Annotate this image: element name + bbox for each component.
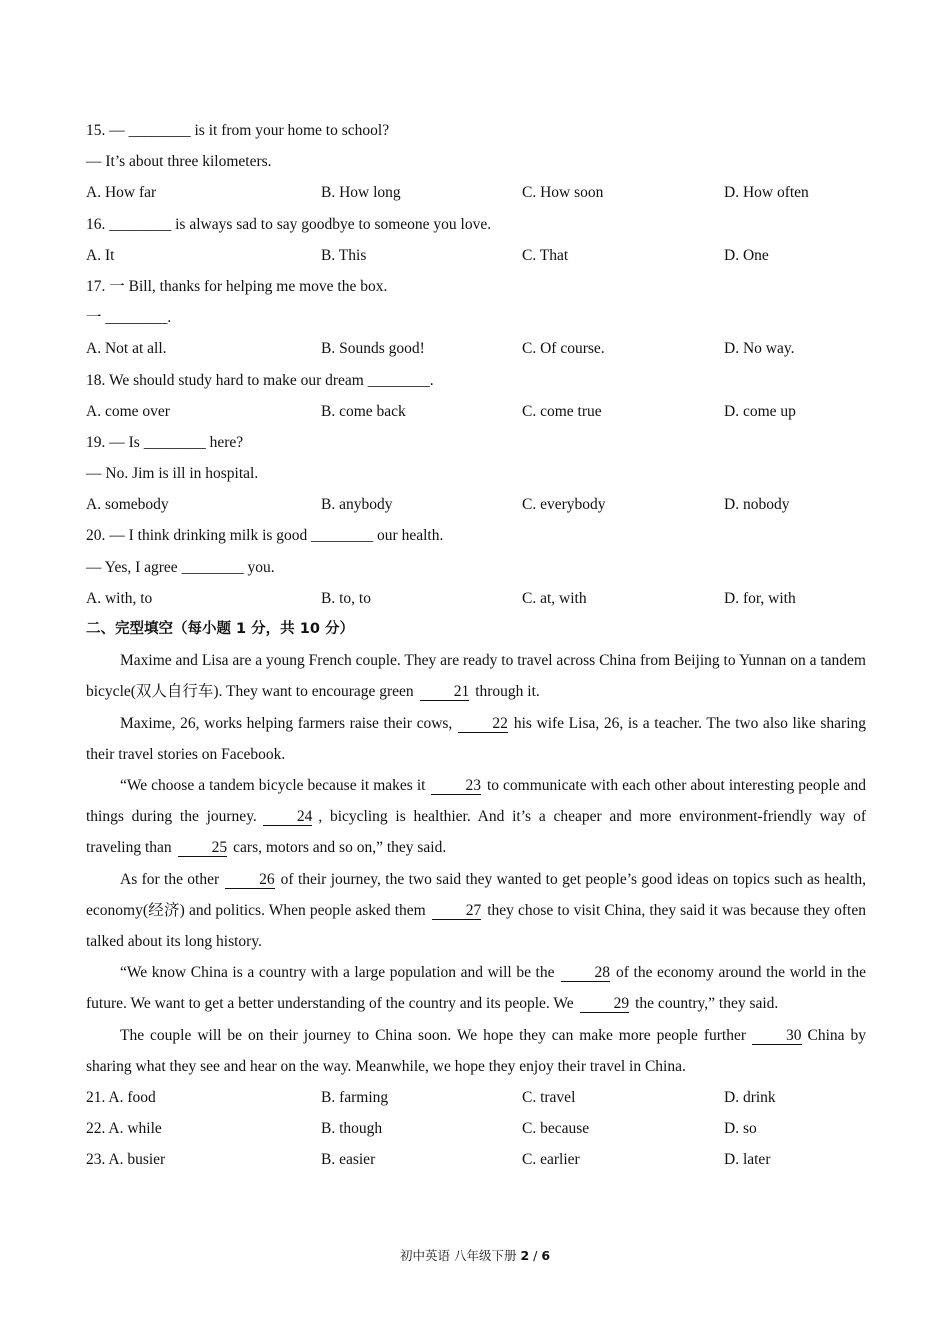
option-a: 22. A. while [86, 1120, 162, 1138]
blank-30: 30 [752, 1027, 802, 1045]
option-d: D. for, with [724, 589, 796, 607]
question-20-reply: — Yes, I agree ________ you. [86, 558, 275, 576]
blank-25: 25 [178, 839, 228, 857]
question-21-options [86, 1082, 866, 1113]
question-22-options [86, 1113, 866, 1144]
option-a: A. come over [86, 402, 170, 420]
option-a: A. with, to [86, 589, 153, 607]
blank-28: 28 [561, 964, 611, 982]
passage-paragraph: The couple will be on their journey to China soon. We hope they can make more people further 30 China by sharing what they see and hear on the way. Meanwhile, we hope they enjoy their travel in China. [86, 1026, 867, 1075]
question-23-options [86, 1144, 866, 1175]
passage-paragraph: “We choose a tandem bicycle because it makes it 23 to communicate with each other about interesting people and things during the journey. 24 , bicycling is healthier. And it’s a cheaper and more environment-friendly way of traveling than 25 cars, motors and so on,” they said. [86, 777, 866, 857]
option-c: C. How soon [522, 184, 604, 202]
option-c: C. That [522, 246, 569, 264]
footer-page-total: 6 [541, 1248, 551, 1263]
question-19-reply: — No. Jim is ill in hospital. [86, 465, 259, 483]
option-d: D. nobody [724, 496, 790, 514]
blank-26: 26 [225, 871, 275, 889]
option-b: B. come back [321, 402, 406, 420]
option-d: D. One [724, 246, 769, 264]
question-16-options [86, 240, 866, 271]
question-20-stem: 20. — I think drinking milk is good ________ our health. [86, 527, 444, 545]
option-c: C. come true [522, 402, 602, 420]
question-17-options [86, 333, 866, 364]
question-17-stem: 17. 一 Bill, thanks for helping me move the box. [86, 277, 388, 295]
passage-paragraph: “We know China is a country with a large population and will be the 28 of the economy around the world in the future. We want to get a better understanding of the country and its people. We 29 the country,” they said. [86, 964, 867, 1013]
option-b: B. Sounds good! [321, 340, 425, 358]
question-18-options [86, 396, 866, 427]
question-17-reply: 一 ________. [86, 309, 172, 327]
footer-page-number: 2 [520, 1248, 530, 1263]
option-b: B. though [321, 1120, 383, 1138]
option-a: 21. A. food [86, 1089, 156, 1107]
blank-29: 29 [580, 995, 630, 1013]
page-footer [0, 1246, 950, 1264]
footer-separator: / [529, 1248, 542, 1263]
passage-paragraph: Maxime and Lisa are a young French couple. They are ready to travel across China from Beijing to Yunnan on a tandem bicycle(双人自行车). They want to encourage green 21 through it. [86, 652, 866, 701]
question-15-reply: — It’s about three kilometers. [86, 153, 272, 171]
question-15-options [86, 177, 866, 208]
option-b: B. easier [321, 1151, 376, 1169]
option-d: D. later [724, 1151, 771, 1169]
blank-27: 27 [432, 902, 482, 920]
exam-page [86, 115, 866, 1176]
option-c: C. Of course. [522, 340, 605, 358]
option-a: A. It [86, 246, 115, 264]
question-20-options [86, 583, 866, 614]
option-d: D. so [724, 1120, 757, 1138]
option-d: D. How often [724, 184, 809, 202]
question-15-stem: 15. — ________ is it from your home to school? [86, 122, 390, 139]
section-heading: 二、完型填空（每小题 1 分，共 10 分） [86, 621, 354, 637]
option-a: A. How far [86, 184, 157, 202]
option-b: B. anybody [321, 496, 393, 514]
option-c: C. because [522, 1120, 590, 1138]
blank-24: 24 [263, 808, 313, 826]
option-b: B. to, to [321, 589, 371, 607]
option-d: D. come up [724, 402, 796, 420]
option-b: B. How long [321, 184, 401, 202]
passage-paragraph: Maxime, 26, works helping farmers raise their cows, 22 his wife Lisa, 26, is a teacher. The two also like sharing their travel stories on Facebook. [86, 714, 867, 763]
option-c: C. at, with [522, 589, 587, 607]
blank-23: 23 [431, 777, 481, 795]
option-b: B. farming [321, 1089, 389, 1107]
option-d: D. No way. [724, 340, 795, 358]
option-a: A. somebody [86, 496, 169, 514]
question-19-options [86, 489, 866, 520]
option-c: C. travel [522, 1089, 576, 1107]
passage-paragraph: As for the other 26 of their journey, the two said they wanted to get people’s good ideas on topics such as health, economy(经济) and politics. When people asked them 27 they chose to visit China, they said it was because they often talked about its long history. [86, 870, 866, 951]
question-18-stem: 18. We should study hard to make our dream ________. [86, 371, 434, 389]
blank-22: 22 [458, 715, 508, 733]
option-c: C. everybody [522, 496, 606, 514]
option-a: 23. A. busier [86, 1151, 166, 1169]
question-16-stem: 16. ________ is always sad to say goodbye to someone you love. [86, 215, 492, 233]
blank-21: 21 [420, 683, 470, 701]
option-a: A. Not at all. [86, 340, 167, 358]
option-b: B. This [321, 246, 367, 264]
option-c: C. earlier [522, 1151, 580, 1169]
question-19-stem: 19. — Is ________ here? [86, 433, 244, 451]
option-d: D. drink [724, 1089, 776, 1107]
footer-subject: 初中英语 八年级下册 [399, 1248, 517, 1263]
